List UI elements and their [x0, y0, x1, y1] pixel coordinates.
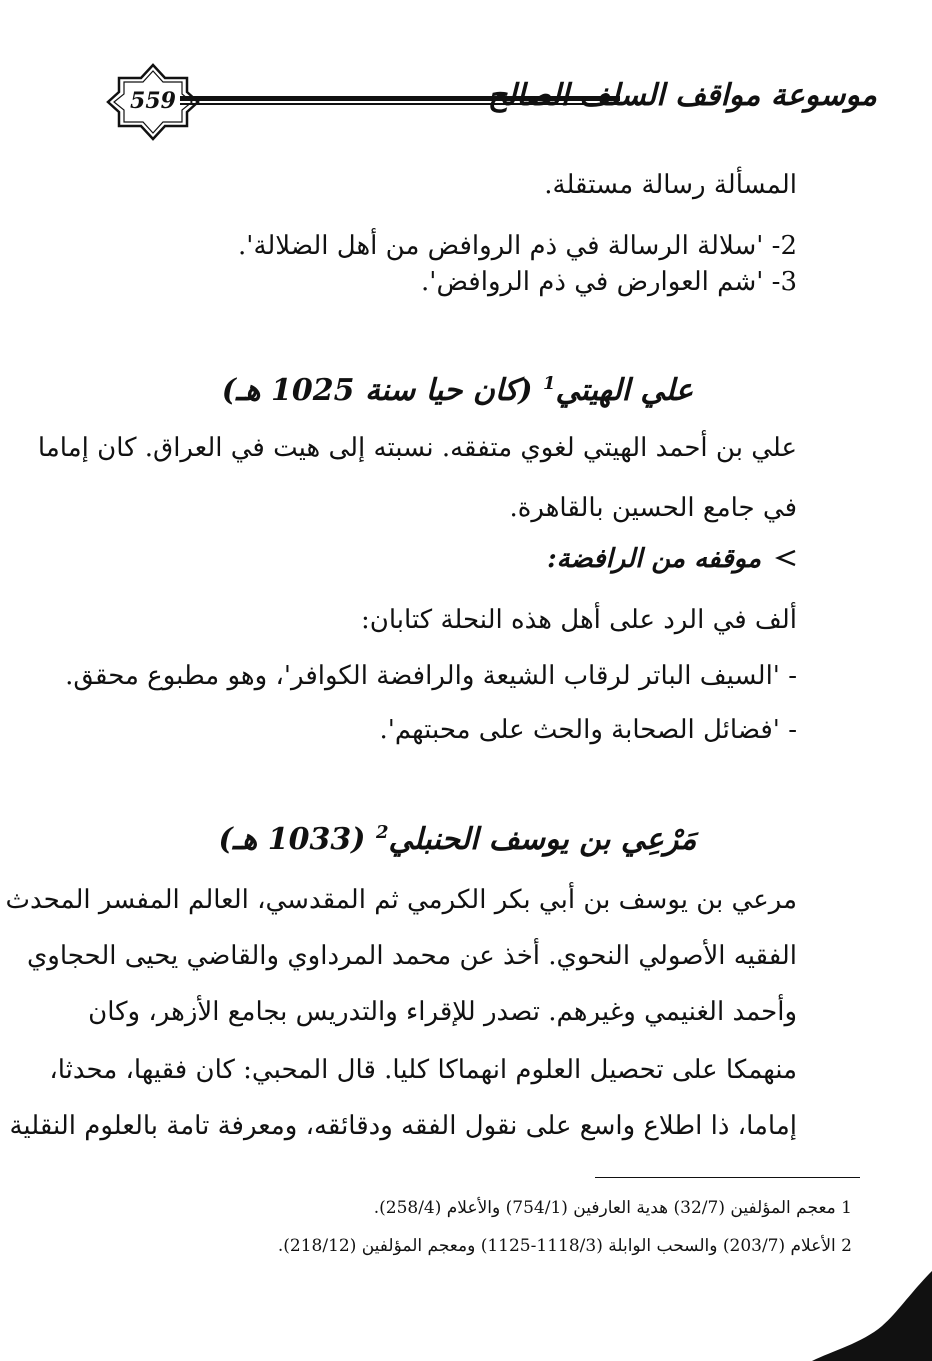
heading-title: مَرْعِي بن يوسف الحنبلي: [388, 822, 697, 857]
series-title: موسوعة مواقف السلف الصالح: [487, 78, 877, 113]
section-heading-1: [118, 373, 797, 408]
bio-line: الفقيه الأصولي النحوي. أخذ عن محمد المرداوي والقاضي يحيى الحجاوي: [26, 941, 797, 971]
bio-line: منهمكا على تحصيل العلوم انهماكا كليا. قال المحبي: كان فقيها، محدثا،: [49, 1055, 797, 1085]
section-heading-2: [118, 822, 797, 857]
heading-tail: (1033 هـ): [218, 822, 366, 857]
footnote: 1 معجم المؤلفين (32/7) هدية العارفين (754/1) والأعلام (258/4).: [373, 1198, 852, 1218]
stance-line: ألف في الرد على أهل هذه النحلة كتابان:: [361, 605, 797, 635]
page-number: 559: [130, 88, 176, 114]
subheading: [547, 544, 797, 574]
left-arrowhead-icon: [775, 544, 797, 574]
footnote-mark: 1: [542, 373, 556, 394]
heading-title: علي الهيتي: [555, 373, 694, 408]
footnote-mark: 2: [375, 822, 389, 843]
list-item: - 'السيف الباتر لرقاب الشيعة والرافضة الكوافر'، وهو مطبوع محقق.: [65, 661, 797, 691]
heading-tail: (كان حيا سنة 1025 هـ): [221, 373, 533, 408]
scan-smudge: [812, 1271, 932, 1361]
bio-line: إماما، ذا اطلاع واسع على نقول الفقه ودقائقه، ومعرفة تامة بالعلوم النقلية: [9, 1111, 797, 1141]
bio-line: وأحمد الغنيمي وغيرهم. تصدر للإقراء والتدريس بجامع الأزهر، وكان: [88, 997, 797, 1027]
body-line: المسألة رسالة مستقلة.: [544, 170, 797, 200]
subheading-text: موقفه من الرافضة:: [547, 544, 761, 574]
footnote-separator: [595, 1177, 860, 1178]
list-item: 3- 'شم العوارض في ذم الروافض'.: [421, 267, 797, 297]
list-item: 2- 'سلالة الرسالة في ذم الروافض من أهل الضلالة'.: [238, 231, 797, 261]
footnote: 2 الأعلام (203/7) والسحب الوابلة (1118/3-1125) ومعجم المؤلفين (218/12).: [277, 1236, 852, 1256]
bio-line: مرعي بن يوسف بن أبي بكر الكرمي ثم المقدسي، العالم المفسر المحدث: [5, 885, 797, 915]
bio-line: في جامع الحسين بالقاهرة.: [509, 493, 797, 523]
bio-line: علي بن أحمد الهيتي لغوي متفقه. نسبته إلى هيت في العراق. كان إماما: [37, 433, 797, 463]
list-item: - 'فضائل الصحابة والحث على محبتهم'.: [379, 715, 797, 745]
